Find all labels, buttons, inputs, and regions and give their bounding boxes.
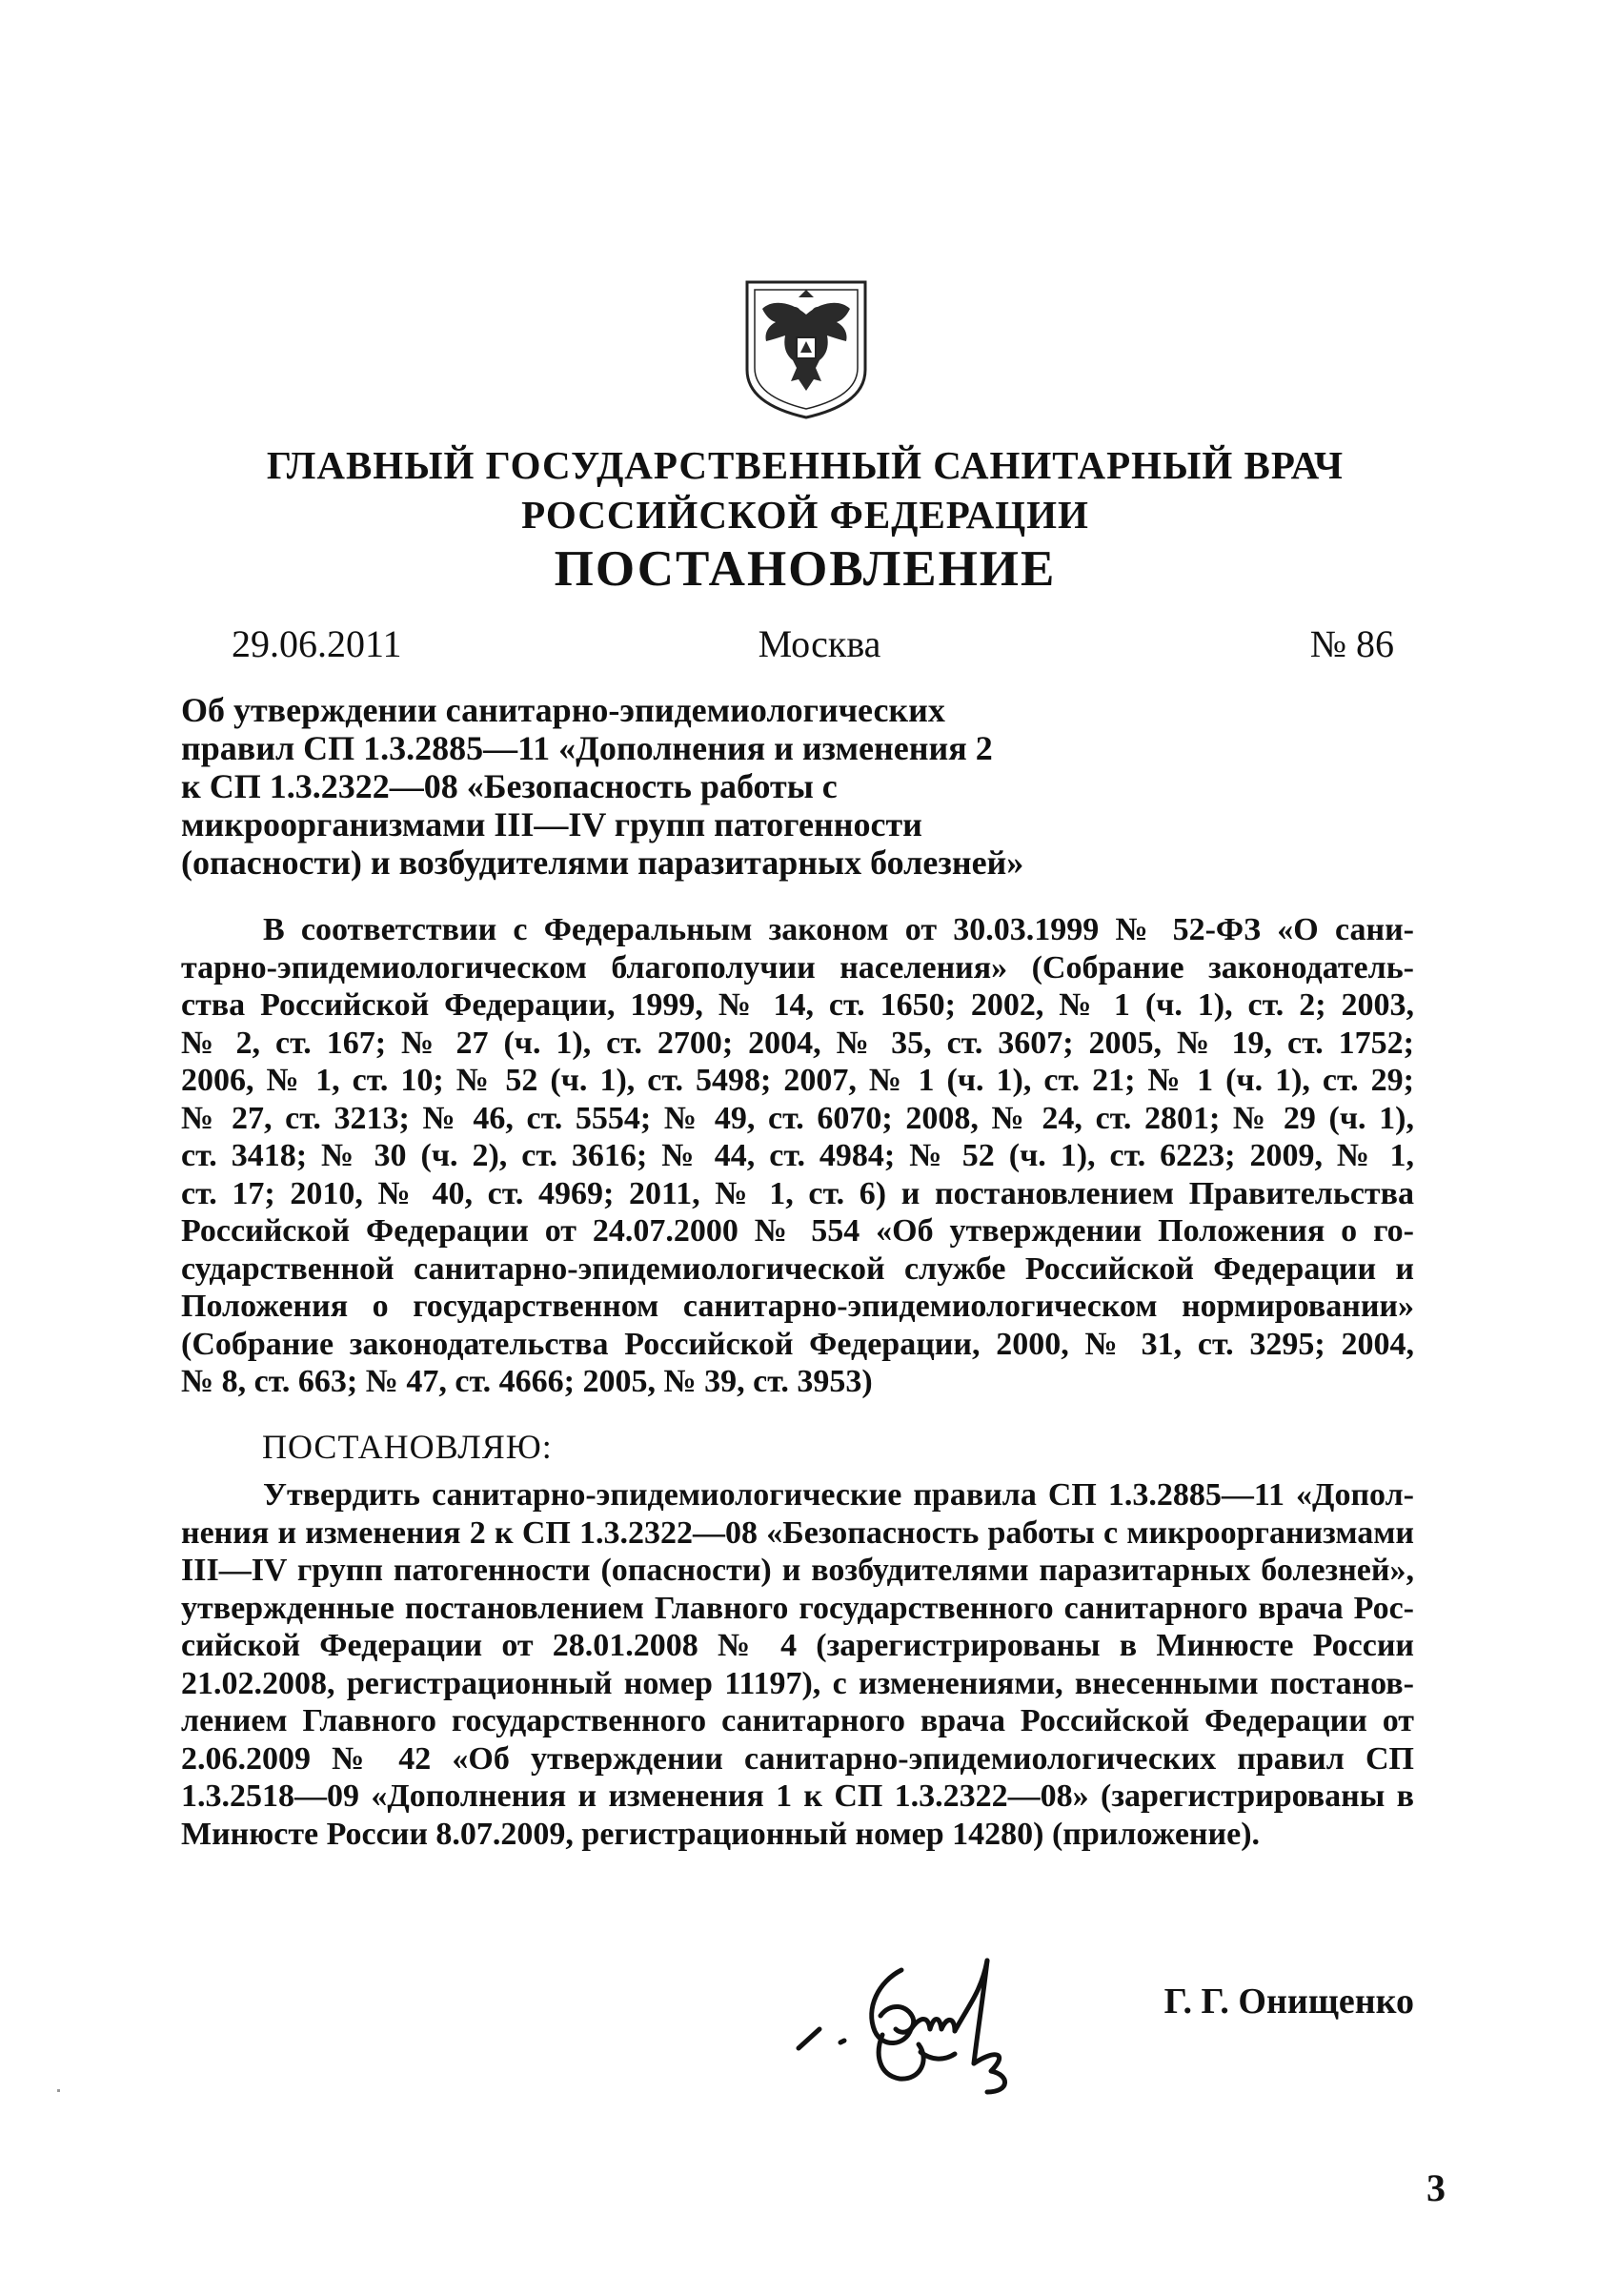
preamble-line: ст. 17; 2010, № 40, ст. 4969; 2011, № 1, ст. 6) и постановлением Правительства [181, 1175, 1414, 1211]
document-number: № 86 [1309, 622, 1394, 665]
subject-line: микроорганизмами III—IV групп патогенности [181, 805, 922, 843]
preamble-line: тарно-эпидемиологическом благополучии населения» (Собрание законодатель- [181, 949, 1414, 985]
decision-line: 1.3.2518—09 «Дополнения и изменения 1 к СП 1.3.2322—08» (зарегистрированы в [181, 1778, 1414, 1814]
preamble-line: № 8, ст. 663; № 47, ст. 4666; 2005, № 39, ст. 3953) [181, 1364, 873, 1399]
page-number: 3 [1426, 2166, 1446, 2209]
preamble-line: № 2, ст. 167; № 27 (ч. 1), ст. 2700; 2004, № 35, ст. 3607; 2005, № 19, ст. 1752; [181, 1025, 1414, 1061]
authority-line-2: РОССИЙСКОЙ ФЕДЕРАЦИИ [521, 493, 1089, 537]
preamble-line: ст. 3418; № 30 (ч. 2), ст. 3616; № 44, ст. 4984; № 52 (ч. 1), ст. 6223; 2009, № 1, [181, 1138, 1414, 1173]
preamble-line: ства Российской Федерации, 1999, № 14, ст. 1650; 2002, № 1 (ч. 1), ст. 2; 2003, [181, 987, 1414, 1023]
resolve-heading: ПОСТАНОВЛЯЮ: [262, 1428, 553, 1466]
signer-name: Г. Г. Онищенко [1163, 1981, 1414, 2022]
preamble-line: Российской Федерации от 24.07.2000 № 554 «Об утверждении Положения о го- [181, 1213, 1414, 1249]
preamble-line: В соответствии с Федеральным законом от 30.03.1999 № 52-ФЗ «О сани- [263, 912, 1414, 947]
preamble-line: Положения о государственном санитарно-эпидемиологическом нормировании» [181, 1289, 1414, 1324]
decision-line: Утвердить санитарно-эпидемиологические правила СП 1.3.2885—11 «Допол- [263, 1477, 1414, 1513]
russian-coat-of-arms-icon [741, 278, 871, 421]
decision-paragraph [181, 1476, 1414, 1853]
issuing-authority [191, 440, 1420, 539]
decision-line: нения и изменения 2 к СП 1.3.2322—08 «Безопасность работы с микроорганизмами [181, 1514, 1414, 1551]
subject-line: (опасности) и возбудителями паразитарных болезней» [181, 843, 1024, 882]
preamble-line: № 27, ст. 3213; № 46, ст. 5554; № 49, ст. 6070; 2008, № 24, ст. 2801; № 29 (ч. 1), [181, 1100, 1414, 1136]
decision-line: Минюсте России 8.07.2009, регистрационный номер 14280) (приложение). [181, 1816, 1261, 1852]
subject-line: Об утверждении санитарно-эпидемиологических [181, 691, 945, 729]
document-subject [181, 691, 1039, 882]
handwritten-signature-icon [787, 1949, 1073, 2111]
subject-line: к СП 1.3.2322—08 «Безопасность работы с [181, 767, 838, 805]
decision-line: сийской Федерации от 28.01.2008 № 4 (зарегистрированы в Минюсте России [181, 1628, 1414, 1663]
authority-line-1: ГЛАВНЫЙ ГОСУДАРСТВЕННЫЙ САНИТАРНЫЙ ВРАЧ [266, 443, 1345, 487]
preamble-line: (Собрание законодательства Российской Федерации, 2000, № 31, ст. 3295; 2004, [181, 1326, 1414, 1362]
preamble-line: сударственной санитарно-эпидемиологической службе Российской Федерации и [181, 1250, 1414, 1287]
decision-line: лением Главного государственного санитарного врача Российской Федерации от [181, 1703, 1414, 1738]
document-type-title: ПОСТАНОВЛЕНИЕ [554, 541, 1057, 597]
document-date: 29.06.2011 [232, 622, 402, 665]
document-city: Москва [758, 622, 881, 665]
preamble-line: 2006, № 1, ст. 10; № 52 (ч. 1), ст. 5498; 2007, № 1 (ч. 1), ст. 21; № 1 (ч. 1), ст. 29; [181, 1063, 1414, 1098]
decision-line: 21.02.2008, регистрационный номер 11197), с изменениями, внесенными постанов- [181, 1665, 1414, 1701]
decision-line: 2.06.2009 № 42 «Об утверждении санитарно-эпидемиологических правил СП [181, 1740, 1414, 1777]
preamble-paragraph [181, 911, 1414, 1401]
decision-line: утвержденные постановлением Главного государственного санитарного врача Рос- [181, 1590, 1414, 1626]
subject-line: правил СП 1.3.2885—11 «Дополнения и изменения 2 [181, 729, 993, 767]
scan-speck [57, 2089, 60, 2092]
decision-line: III—IV групп патогенности (опасности) и возбудителями паразитарных болезней», [181, 1553, 1414, 1588]
